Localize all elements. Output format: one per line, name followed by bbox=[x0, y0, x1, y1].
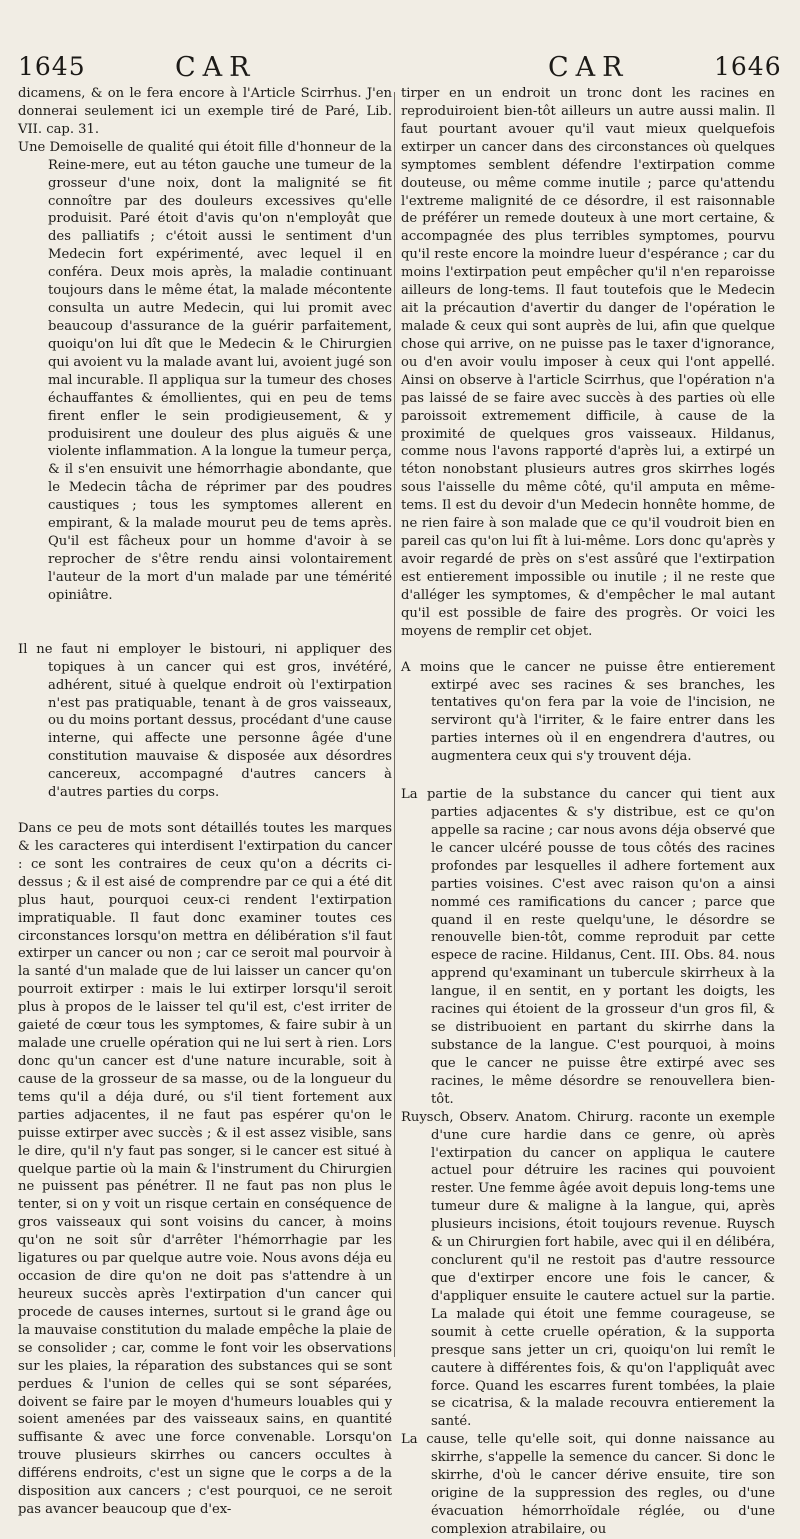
page-number-right: 1646 bbox=[714, 52, 782, 81]
paragraph-demoiselle-case: Une Demoiselle de qualité qui étoit fille d'honneur de la Reine-mere, eut au téton gauche une tumeur de la grosseur d'une noix, dont la malignité se fit connoître par des douleurs excessives qu'elle produisit. Paré étoit d'avis qu'on n'employât que des palliatifs ; c'étoit aussi le sentiment d'un Medecin fort expérimenté, avec lequel il en conféra. Deux mois après, la maladie continuant toujours dans le même état, la malade mécontente consulta un autre Medecin, qui lui promit avec beaucoup d'assurance de la guérir parfaitement, quoiqu'on lui dît que le Medecin & le Chirurgien qui avoient vu la malade avant lui, avoient jugé son mal incurable. Il appliqua sur la tumeur des choses échauffantes & émollientes, qui en peu de tems firent enfler le sein prodigieusement, & y produisirent une douleur des plus aiguës & une violente inflammation. A la longue la tumeur perça, & il s'en ensuivit une hémorrhagie abondante, que le Medecin tâcha de réprimer par des poudres caustiques ; tous les symptomes allerent en empirant, & la malade mourut peu de tems après. Qu'il est fâcheux pour un homme d'avoir à se reprocher de s'être rendu ainsi volontairement l'auteur de la mort d'un malade par une témérité opiniâtre. bbox=[18, 139, 392, 603]
left-column bbox=[18, 85, 392, 1519]
paragraph-commentary: Dans ce peu de mots sont détaillés toutes les marques & les caracteres qui interdisent l'extirpation du cancer : ce sont les contraires de ceux qu'on a décrits ci-dessus ; & il est aisé de comprendre par ce qui a été dit plus haut, pourquoi ceux-ci rendent l'extirpation impratiquable. Il faut donc examiner toutes ces circonstances lorsqu'on mettra en délibération s'il faut extirper un cancer ou non ; car ce seroit mal pourvoir à la santé d'un malade que de lui laisser un cancer qu'on pourroit extirper : mais le lui extirper lorsqu'il seroit plus à propos de le laisser tel qu'il est, c'est irriter de gaieté de cœur tous les symptomes, & faire subir à un malade une cruelle opération qui ne lui sert à rien. Lors donc qu'un cancer est d'une nature incurable, soit à cause de la grosseur de sa masse, ou de la longueur du tems qu'il a déja duré, ou s'il tient fortement aux parties adjacentes, il ne faut pas espérer qu'on le puisse extirper avec succès ; & il est assez visible, sans le dire, qu'il n'y faut pas songer, si le cancer est situé à quelque partie où la main & l'instrument du Chirurgien ne puissent pas pénétrer. Il ne faut pas non plus le tenter, si on y voit un risque certain en conséquence de gros vaisseaux qui sont voisins du cancer, à moins qu'on ne soit sûr d'arrêter l'hémorrhagie par les ligatures ou par quelque autre voie. Nous avons déja eu occasion de dire qu'on ne doit pas s'attendre à un heureux succès après l'extirpation d'un cancer qui procede de causes internes, surtout si le grand âge ou la mauvaise constitution du malade empêche la plaie de se consolider ; car, comme le font voir les observations sur les plaies, la réparation des substances qui se sont perdues & l'union de celles qui se sont séparées, doivent se faire par le moyen d'humeurs louables qui y soient amenées par des vaisseaux sains, en quantité suffisante & avec une force convenable. Lorsqu'on trouve plusieurs skirrhes ou cancers occultes à différens endroits, c'est un signe que le corps a de la disposition aux cancers ; c'est pourquoi, ce ne seroit pas avancer beaucoup que d'ex- bbox=[18, 821, 392, 1518]
running-head-right: CAR bbox=[548, 52, 630, 83]
paragraph-ruysch-case: Ruysch, Observ. Anatom. Chirurg. raconte un exemple d'une cure hardie dans ce genre, où après l'extirpation du cancer on appliqua le cautere actuel pour détruire les racines qui pouvoient rester. Une femme âgée avoit depuis long-tems une tumeur dure & maligne à la langue, qui, après plusieurs incisions, étoit toujours revenue. Ruysch & un Chirurgien fort habile, avec qui il en délibéra, conclurent qu'il ne restoit pas d'autre ressource que d'extirper encore une fois le cancer, & d'appliquer ensuite le cautere actuel sur la partie. La malade qui étoit une femme courageuse, se soumit à cette cruelle opération, & la supporta presque sans jetter un cri, quoiqu'on lui remît le cautere à différentes fois, & qu'on l'appliquât avec force. Quand les escarres furent tombées, la plaie se cicatrisa, & la malade recouvra entierement la santé. bbox=[401, 1109, 775, 1430]
column-divider bbox=[394, 92, 395, 1357]
paragraph-aphorism-contraindication: Il ne faut ni employer le bistouri, ni appliquer des topiques à un cancer qui est gros, invétéré, adhérent, situé à quelque endroit où l'extirpation n'est pas pratiquable, tenant à de gros vaisseaux, ou du moins portant dessus, procédant d'une cause interne, qui affecte une personne âgée d'une constitution mauvaise & disposée aux désordres cancereux, accompagné d'autres cancers à d'autres parties du corps. bbox=[18, 641, 392, 801]
paragraph-cancer-root: La partie de la substance du cancer qui tient aux parties adjacentes & s'y distribue, est ce qu'on appelle sa racine ; car nous avons déja observé que le cancer ulcéré pousse de tous côtés des racines profondes par lesquelles il adhere fortement aux parties voisines. C'est avec raison qu'on a ainsi nommé ces ramifications du cancer ; parce que quand il en reste quelqu'une, le désordre se renouvelle bien-tôt, comme reproduit par cette espece de racine. Hildanus, Cent. III. Obs. 84. nous apprend qu'examinant un tubercule skirrheux à la langue, il en sentit, en y portant les doigts, les racines qui étoient de la grosseur d'un gros fil, & se distribuoient en partant du skirrhe dans la substance de la langue. C'est pourquoi, à moins que le cancer ne puisse être extirpé avec ses racines, le même désordre se renouvellera bien-tôt. bbox=[401, 787, 775, 1107]
page-number-left: 1645 bbox=[18, 52, 86, 81]
right-column bbox=[401, 85, 775, 1539]
paragraph-cause-semence: La cause, telle qu'elle soit, qui donne naissance au skirrhe, s'appelle la semence du cancer. Si donc le skirrhe, d'où le cancer dérive ensuite, tire son origine de la suppression des regles, ou d'une évacuation hémorrhoïdale réglée, ou d'une complexion atrabilaire, ou bbox=[401, 1432, 775, 1537]
running-head-left: CAR bbox=[175, 52, 257, 83]
paragraph-paré-reference: dicamens, & on le fera encore à l'Article Scirrhus. J'en donnerai seulement ici un exemple tiré de Paré, Lib. VII. cap. 31. bbox=[18, 86, 392, 137]
paragraph-aphorism-roots: A moins que le cancer ne puisse être entierement extirpé avec ses racines & ses branches, les tentatives qu'on fera par la voie de l'incision, ne serviront qu'à l'irriter, & le faire entrer dans les parties internes où il en engendrera d'autres, ou augmentera ceux qui s'y trouvent déja. bbox=[401, 659, 775, 765]
paragraph-continuation: tirper en un endroit un tronc dont les racines en reproduiroient bien-tôt ailleurs un autre aussi malin. Il faut pourtant avouer qu'il vaut mieux quelquefois extirper un cancer dans des circonstances où quelques symptomes semblent défendre l'extirpation comme douteuse, ou même comme inutile ; parce qu'attendu l'extreme malignité de ce désordre, il est raisonnable de préférer un remede douteux à une mort certaine, & accompagnée des plus terribles symptomes, pourvu qu'il reste encore la moindre lueur d'espérance ; car du moins l'extirpation peut empêcher qu'il n'en reparoisse ailleurs de long-tems. Il faut toutefois que le Medecin ait la précaution d'avertir du danger de l'opération le malade & ceux qui sont auprès de lui, afin que quelque chose qui arrive, on ne puisse pas le taxer d'ignorance, ou d'en avoir voulu imposer à ceux qui l'ont appellé. Ainsi on observe à l'article Scirrhus, que l'opération n'a pas laissé de se faire avec succès à des parties où elle paroissoit extremement difficile, à cause de la proximité de quelques gros vaisseaux. Hildanus, comme nous l'avons rapporté d'après lui, a extirpé un téton nonobstant plusieurs autres gros skirrhes logés sous l'aisselle du même côté, qu'il amputa en même-tems. Il est du devoir d'un Medecin honnête homme, de ne rien faire à son malade que ce qu'il voudroit bien en pareil cas qu'on lui fît à lui-même. Lors donc qu'après y avoir regardé de près on s'est assûré que l'extirpation est entierement impossible ou inutile ; il ne reste que d'alléger les symptomes, & d'empêcher le mal autant qu'il est possible de faire des progrès. Or voici les moyens de remplir cet objet. bbox=[401, 86, 775, 639]
